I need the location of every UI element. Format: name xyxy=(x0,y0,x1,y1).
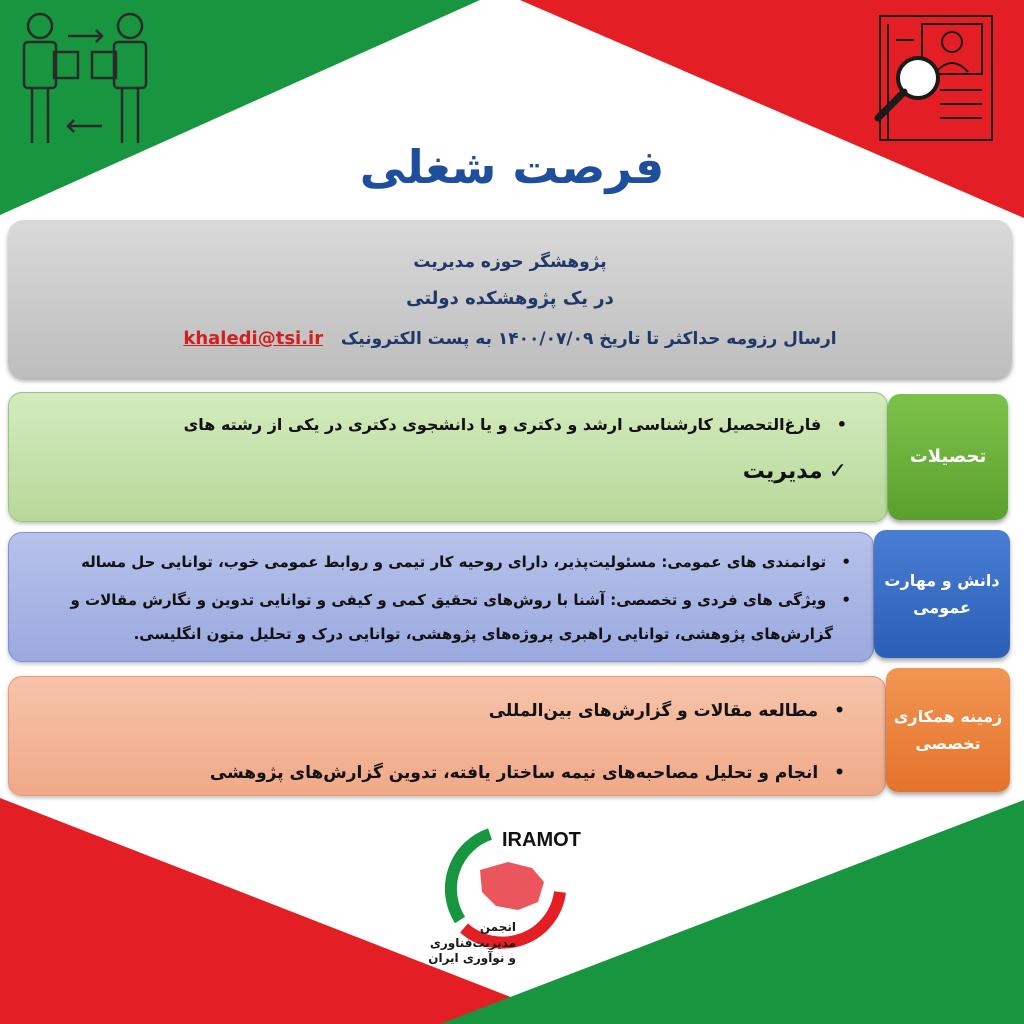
education-field: مدیریت xyxy=(742,459,823,484)
education-text: فارغ‌التحصیل کارشناسی ارشد و دکتری و یا دانشجوی دکتری در یکی از رشته های xyxy=(183,415,822,434)
skills-item-2-text-cont: گزارش‌های پژوهشی، توانایی راهبری پروژه‌های پژوهشی، توانایی درک و تحلیل متون انگلیسی. xyxy=(133,625,833,643)
education-item xyxy=(184,415,847,434)
deadline-text: ارسال رزومه حداکثر تا تاریخ ۱۴۰۰/۰۷/۰۹ به پست الکترونیک xyxy=(340,329,837,349)
logo-name: IRAMOT xyxy=(502,829,581,851)
logo-map-shape xyxy=(480,862,544,910)
email-link[interactable]: khaledi@tsi.ir xyxy=(183,328,324,349)
education-field-line xyxy=(743,459,847,484)
skills-tab xyxy=(874,530,1010,658)
logo-caption xyxy=(420,920,516,967)
check-icon: ✓ xyxy=(828,459,847,484)
skills-item-1 xyxy=(81,553,851,571)
page-title: فرصت شغلی xyxy=(359,140,665,194)
skills-item-2-continued xyxy=(134,625,833,643)
announcement-box xyxy=(8,220,1012,378)
education-card xyxy=(8,392,888,522)
cooperation-item-1-text: مطالعه مقالات و گزارش‌های بین‌المللی xyxy=(488,701,819,721)
cooperation-item-1 xyxy=(489,701,845,721)
logo-line-2: مدیریت‌فناوری xyxy=(429,935,516,950)
skills-item-2 xyxy=(71,591,851,609)
cooperation-label-1: زمینه همکاری xyxy=(893,706,1003,726)
cooperation-item-2 xyxy=(210,763,845,783)
position-title: پژوهشگر حوزه مدیریت xyxy=(413,252,607,272)
skills-item-1-text: توانمندی های عمومی: مسئولیت‌پذیر، دارای روحیه کار تیمی و روابط عمومی خوب، توانایی حل مساله xyxy=(81,553,827,571)
cooperation-item-2-text: انجام و تحلیل مصاحبه‌های نیمه ساختار یافته، تدوین گزارش‌های پژوهشی xyxy=(209,763,819,783)
skills-item-2-text: ویژگی های فردی و تخصصی: آشنا با روش‌های تحقیق کمی و کیفی و توانایی تدوین و نگارش مقالات و xyxy=(70,591,827,609)
education-tab xyxy=(888,394,1008,520)
cooperation-tab xyxy=(886,668,1010,792)
education-label: تحصیلات xyxy=(909,445,987,467)
deadline-line xyxy=(8,328,1012,349)
skills-label-2: عمومی xyxy=(913,598,971,617)
cooperation-card xyxy=(8,676,886,796)
employer-text: در یک پژوهشکده دولتی xyxy=(406,288,614,309)
skills-card xyxy=(8,532,874,662)
logo-line-3: و نوآوری ایران xyxy=(428,951,516,966)
logo-line-1: انجمن xyxy=(479,920,516,934)
resume-search-icon xyxy=(866,10,998,142)
people-exchange-icon xyxy=(10,8,160,148)
cooperation-label-2: تخصصی xyxy=(915,734,981,753)
skills-label-1: دانش و مهارت xyxy=(884,570,1000,590)
